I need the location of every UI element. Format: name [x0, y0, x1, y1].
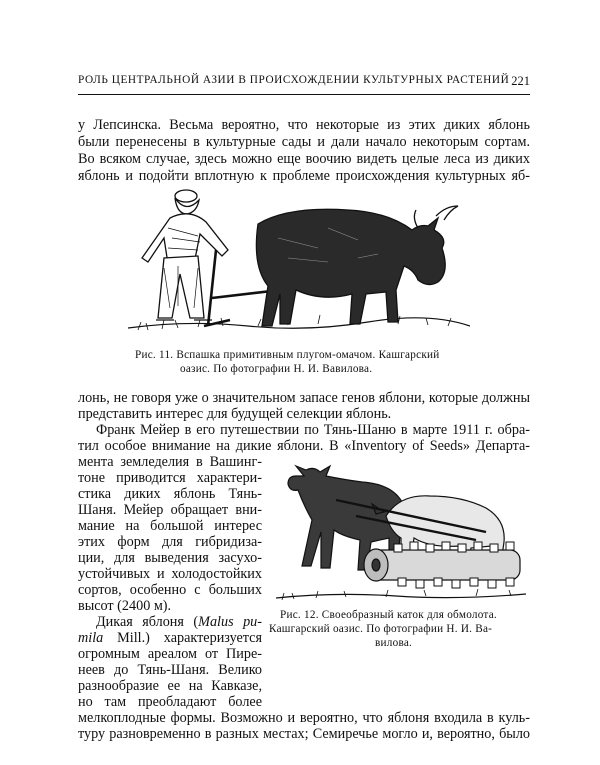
- text-line: тоне приводится характери-: [78, 470, 262, 486]
- text-line: ции, для выведения засухо-: [78, 550, 262, 566]
- text-line: Во всяком случае, здесь можно еще воочию видеть целые леса из диких: [78, 151, 530, 167]
- text-line: мание на большой интерес: [78, 518, 262, 534]
- text-line: у Лепсинска. Весьма вероятно, что некоторые из этих диких яблонь: [78, 117, 530, 133]
- text-line: этих форм для гибридиза-: [78, 534, 262, 550]
- text-line: высот (2400 м).: [78, 598, 172, 614]
- figure-11-caption-line: оазис. По фотографии Н. И. Вавилова.: [180, 363, 373, 375]
- text-line: Шаня. Мейер обращает вни-: [78, 502, 262, 518]
- text-span: Mill.) характеризуется: [103, 630, 262, 646]
- text-line: лонь, не говоря уже о значительном запасе генов яблони, которые должны: [78, 390, 530, 406]
- text-line: яблонь и подойти вплотную к проблеме происхождения культурных яб-: [78, 168, 530, 184]
- text-line: мента земледелия в Вашинг-: [78, 454, 262, 470]
- running-header: [78, 74, 530, 86]
- text-line: мелкоплодные формы. Возможно и вероятно, что яблоня входила в куль-: [78, 710, 530, 726]
- text-span: Дикая яблоня (: [96, 614, 199, 630]
- running-title: РОЛЬ ЦЕНТРАЛЬНОЙ АЗИИ В ПРОИСХОЖДЕНИИ КУЛЬТУРНЫХ РАСТЕНИЙ: [78, 74, 510, 86]
- text-line: устойчивых и холодостойких: [78, 566, 262, 582]
- text-line: огромным ареалом от Пире-: [78, 646, 262, 662]
- text-line: сортов, особенно с больших: [78, 582, 262, 598]
- text-line: представить интерес для будущей селекции яблонь.: [78, 406, 392, 422]
- figure-11-caption-line: Рис. 11. Вспашка примитивным плугом-омачом. Кашгарский: [135, 349, 440, 361]
- page-number: 221: [511, 74, 530, 88]
- text-line: тил особое внимание на дикие яблони. В «Inventory of Seeds» Департа-: [78, 438, 530, 454]
- text-line: разнообразие ее на Кавказе,: [78, 678, 262, 694]
- text-line: [78, 630, 262, 646]
- text-line: неев до Тянь-Шаня. Велико: [78, 662, 262, 678]
- text-line: туру разновременно в разных местах; Семиречье могло и, вероятно, было: [78, 726, 530, 742]
- figure-12-caption-line: Кашгарский оазис. По фотографии Н. И. Ва-: [269, 623, 493, 635]
- species-name: mila: [78, 630, 104, 646]
- figure-12-caption-line: вилова.: [375, 637, 413, 649]
- species-name: Malus pu-: [198, 614, 262, 630]
- text-line: [96, 614, 262, 630]
- figure-12-caption-line: Рис. 12. Своеобразный каток для обмолота.: [280, 609, 497, 621]
- figure-12-threshing-roller-illustration: [276, 456, 526, 606]
- text-line: были перенесены в культурные сады и дали начало некоторым сортам.: [78, 134, 530, 150]
- text-line: но там преобладают более: [78, 694, 262, 710]
- text-line: стика диких яблонь Тянь-: [78, 486, 262, 502]
- header-rule: [78, 94, 530, 95]
- text-line: Франк Мейер в его путешествии по Тянь-Шаню в марте 1911 г. обра-: [96, 422, 530, 438]
- figure-11-plowing-illustration: [128, 188, 470, 336]
